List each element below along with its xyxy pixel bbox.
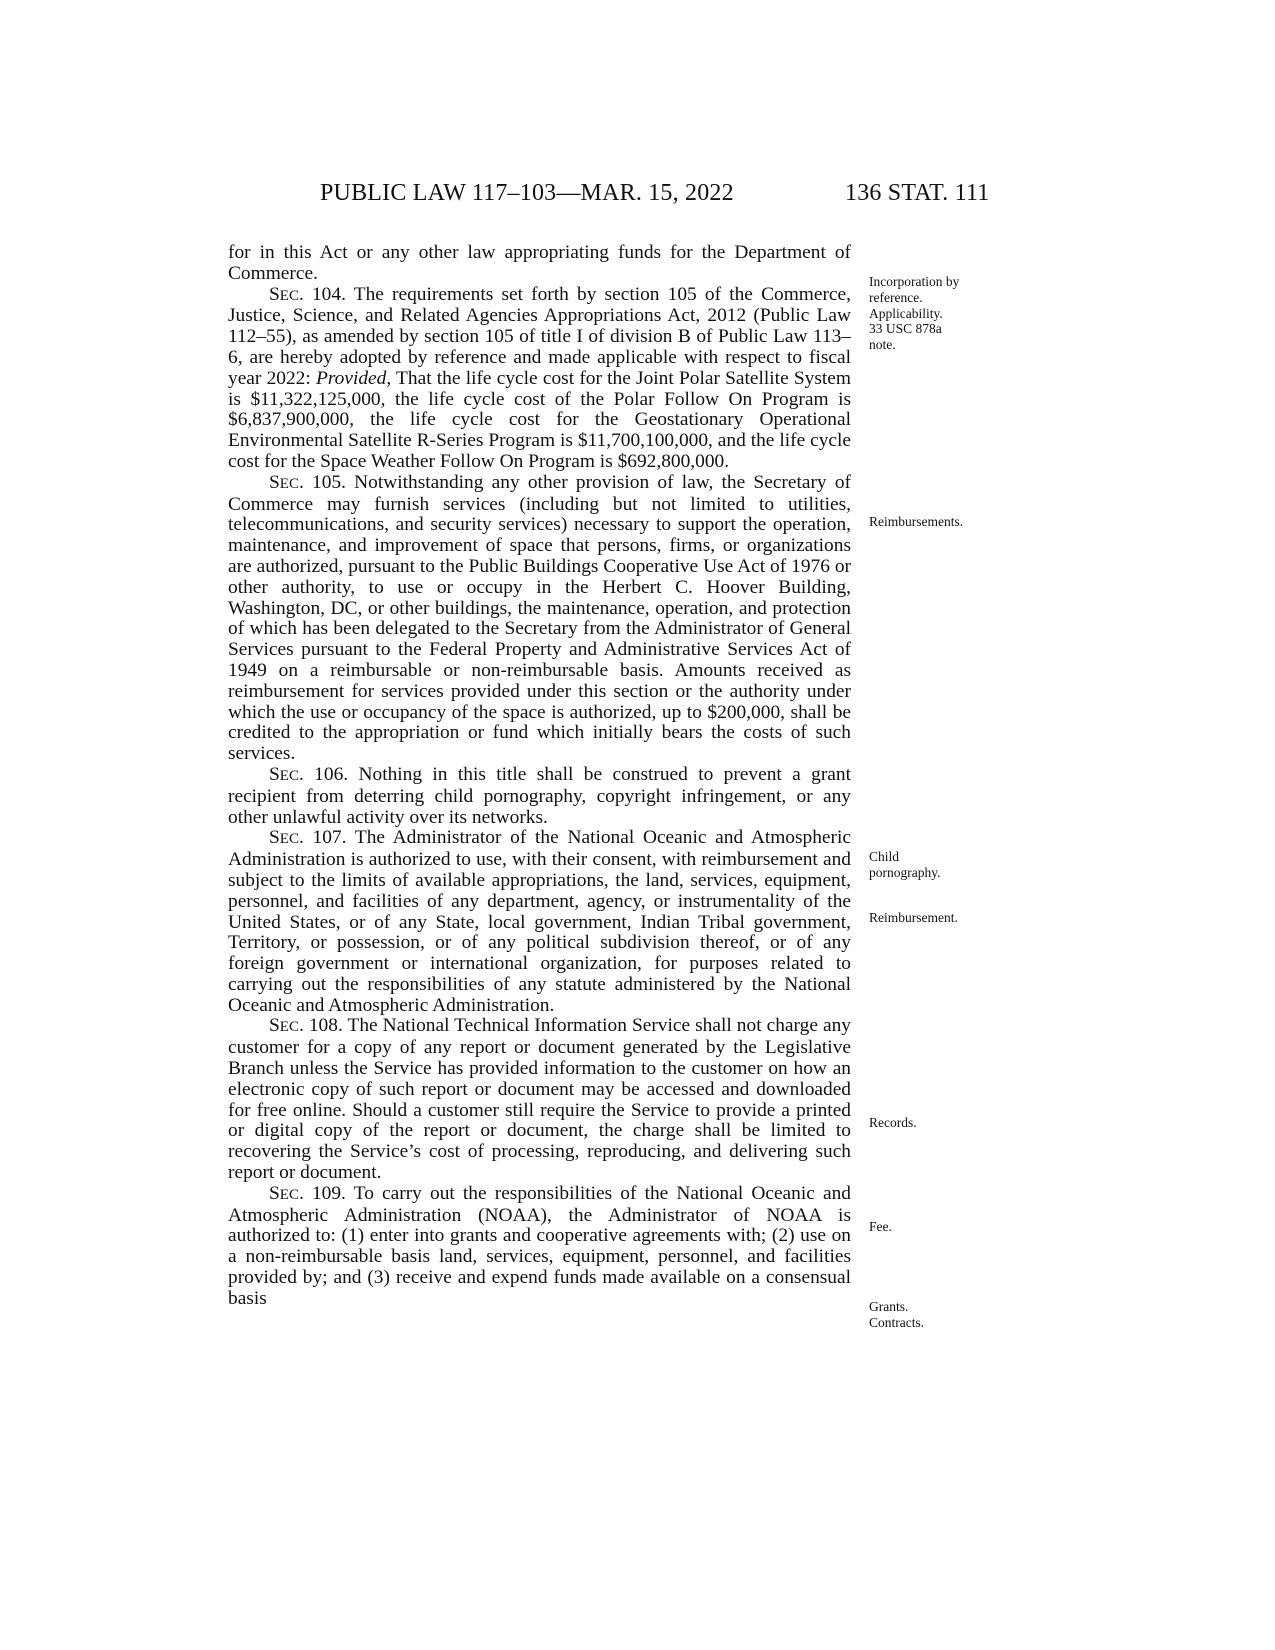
section-109-number: . 109. bbox=[298, 1182, 346, 1204]
margin-note-line: Child bbox=[869, 849, 900, 864]
margin-note-line: 33 USC 878a bbox=[869, 321, 942, 337]
section-107-label-s: S bbox=[269, 827, 280, 849]
section-108 bbox=[228, 1016, 851, 1183]
margin-note-line: note. bbox=[869, 337, 896, 353]
section-105-label-s: S bbox=[269, 471, 280, 493]
section-107-label-ec: EC bbox=[279, 831, 299, 848]
margin-note-sec108-records bbox=[869, 1115, 999, 1131]
margin-note-line: reference. bbox=[869, 289, 923, 305]
section-109-label-s: S bbox=[269, 1182, 280, 1204]
section-106-text: Nothing in this title shall be construed to prevent a grant recipient from deterring child pornography, copyright infringement, or any other unlawful activity over its networks. bbox=[228, 763, 851, 828]
section-106-number: . 106. bbox=[298, 763, 349, 785]
margin-note-line: Reimbursement. bbox=[869, 910, 958, 925]
section-104-text-a: The requirements set forth by section 105 of the Commerce, Justice, Science, and Related Agencies Appropriations Act, 2012 (Public Law 112–55), as amended by section 105 of title I of division B of Public Law 113–6, are hereby adopted by reference and made applicable with respect to fiscal year 2022: bbox=[228, 283, 851, 389]
margin-note-line: Contracts. bbox=[869, 1314, 925, 1330]
section-109-label-ec: EC bbox=[279, 1186, 299, 1203]
section-107 bbox=[228, 828, 851, 1016]
section-106 bbox=[228, 765, 851, 828]
continuation-paragraph: for in this Act or any other law appropriating funds for the Department of Commerce. bbox=[228, 242, 851, 284]
section-107-text: The Administrator of the National Oceanic and Atmospheric Administration is authorized to use, with their consent, with reimbursement and subject to the limits of available appropriations, the land, services, equipment, personnel, and facilities of any department, agency, or instrumentality of the United States, or of any State, local government, Indian Tribal government, Territory, or possession, or of any political subdivision thereof, or of any foreign government or international organization, for purposes related to carrying out the responsibilities of any statute administered by the National Oceanic and Atmospheric Administration. bbox=[228, 827, 851, 1016]
section-108-text: The National Technical Information Service shall not charge any customer for a copy of any report or document generated by the Legislative Branch unless the Service has provided information to the customer on how an electronic copy of such report or document may be accessed and downloaded for free online. Should a customer still require the Service to provide a printed or digital copy of the report or document, the charge shall be limited to recovering the Service’s cost of processing, reproducing, and delivering such report or document. bbox=[228, 1015, 851, 1184]
section-109 bbox=[228, 1184, 851, 1310]
section-108-label-ec: EC bbox=[279, 1019, 299, 1036]
margin-note-sec109 bbox=[869, 1299, 999, 1331]
margin-note-line: Fee. bbox=[869, 1219, 892, 1234]
section-105-label-ec: EC bbox=[279, 475, 299, 492]
section-104-text-b: , That the life cycle cost for the Joint Polar Satellite System is $11,322,125,000, the life cycle cost of the Polar Follow On Program is $6,837,900,000, the life cycle cost for the Geostationary Operational Environmental Satellite R-Series Program is $11,700,100,000, and the life cycle cost for the Space Weather Follow On Program is $692,800,000. bbox=[228, 367, 851, 472]
section-104-number: . 104. bbox=[298, 283, 346, 305]
section-106-label-s: S bbox=[269, 763, 280, 785]
margin-note-line: Applicability. bbox=[869, 305, 943, 321]
margin-note-sec107 bbox=[869, 910, 999, 926]
section-104 bbox=[228, 285, 851, 473]
margin-note-sec104 bbox=[869, 274, 999, 353]
section-105-text: Notwithstanding any other provision of law, the Secretary of Commerce may furnish services (including but not limited to utilities, telecommunications, and security services) necessary to support the operation, maintenance, and improvement of space that persons, firms, or organizations are authorized, pursuant to the Public Buildings Cooperative Use Act of 1976 or other authority, to use or occupy in the Herbert C. Hoover Building, Washington, DC, or other buildings, the maintenance, operation, and protection of which has been delegated to the Secretary from the Administrator of General Services pursuant to the Federal Property and Administrative Services Act of 1949 on a reimbursable or non-reimbursable basis. Amounts received as reimbursement for services provided under this section or the authority under which the use or occupancy of the space is authorized, up to $200,000, shall be credited to the appropriation or fund which initially bears the costs of such services. bbox=[228, 471, 851, 765]
page-header bbox=[0, 180, 1275, 220]
section-104-label-s: S bbox=[269, 283, 280, 305]
section-105 bbox=[228, 473, 851, 765]
margin-note-sec105 bbox=[869, 514, 999, 530]
body-text bbox=[228, 243, 851, 1310]
margin-note-line: Reimbursements. bbox=[869, 514, 964, 529]
section-104-label-ec: EC bbox=[279, 287, 299, 304]
margin-note-sec108-fee bbox=[869, 1219, 999, 1235]
section-109-text: To carry out the responsibilities of the National Oceanic and Atmospheric Administration (NOAA), the Administrator of NOAA is authorized to: (1) enter into grants and cooperative agreements with; (2) use on a non-reimbursable basis land, services, equipment, personnel, and facilities provided by; and (3) receive and expend funds made available on a consensual basis bbox=[228, 1182, 851, 1309]
margin-note-line: pornography. bbox=[869, 864, 941, 880]
section-106-label-ec: EC bbox=[279, 767, 299, 784]
section-108-label-s: S bbox=[269, 1015, 280, 1037]
margin-note-line: Incorporation by bbox=[869, 274, 960, 289]
running-title: PUBLIC LAW 117–103—MAR. 15, 2022 bbox=[320, 180, 734, 206]
page-number: 136 STAT. 111 bbox=[845, 180, 990, 206]
section-107-number: . 107. bbox=[298, 827, 347, 849]
margin-note-line: Records. bbox=[869, 1115, 917, 1130]
section-105-number: . 105. bbox=[298, 471, 346, 493]
section-108-number: . 108. bbox=[298, 1015, 343, 1037]
margin-note-line: Grants. bbox=[869, 1299, 909, 1314]
margin-note-sec106 bbox=[869, 849, 999, 881]
section-104-provided: Provided bbox=[315, 367, 387, 389]
